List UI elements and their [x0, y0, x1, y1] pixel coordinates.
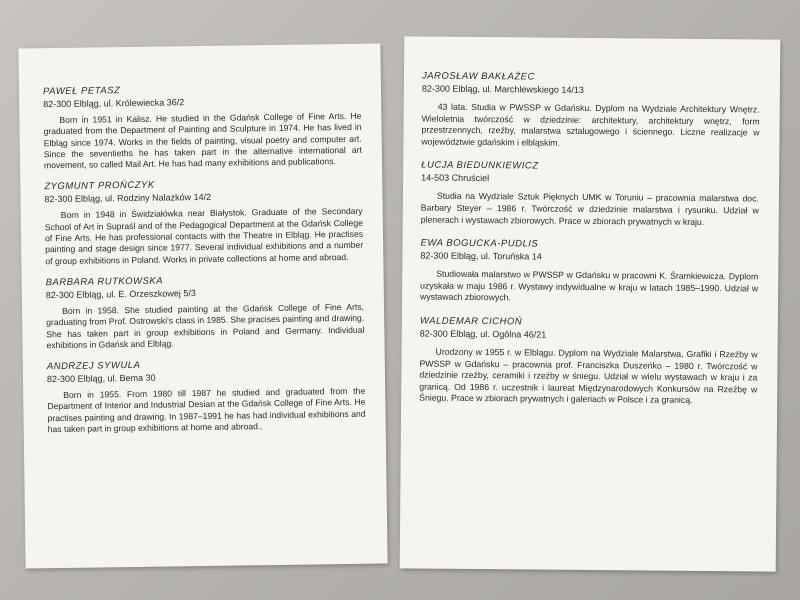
artist-entry	[46, 273, 365, 352]
left-catalog-page	[18, 43, 387, 568]
artist-bio: 43 lata. Studia w PWSSP w Gdańsku. Dyplom na Wydziale Architektury Wnętrz. Wieloletnia twórczość w dziedzinie: architektury, architektury wnętrz, form przestrzennych, rzeźby, malarstwa sztalugowego i ściennego. Liczne realizacje w województwie gdańskim i elbląskim.	[421, 101, 760, 148]
artist-address: 82-300 Elbląg, ul. E. Orzeszkowej 5/3	[45, 288, 196, 301]
artist-entry	[420, 238, 759, 307]
artist-entry	[43, 82, 362, 172]
artist-bio: Born in 1951 in Kalisz. He studied in the Gdańsk College of Fine Arts. He graduated from the Department of Painting and Sculpture in 1974. He has lived in Elbląg since 1974. Works in the fields of painting, visual poetry and computer art. Since the seventieths he has taken part in the alternative international art movement, so called Mail Art. He has had many exhibitions and publications.	[43, 110, 362, 171]
artist-name: ANDRZEJ SYWULA	[46, 360, 141, 373]
artist-address: 82-300 Elbląg, ul. Bema 30	[46, 372, 156, 385]
right-catalog-page	[400, 36, 781, 571]
artist-entry	[47, 357, 366, 436]
artist-bio: Studiowała malarstwo w PWSSP w Gdańsku w pracowni K. Śramkiewicza. Dyplom uzyskała w maju 1986 r. Wystawy indywidualne w kraju w latach 1985–1990. Udział w wystawach zbiorowych.	[420, 268, 759, 303]
artist-entry	[421, 160, 760, 229]
artist-bio: Born in 1948 in Świdziałówka near Białystok. Graduate of the Secondary School of Art in Supraśl and of the Pedagogical Department at the Gdańsk College of Fine Arts. He has professional contacts with the Theatre in Elbląg. He practises painting and stage design since 1977. Several individual exhibitions and a number of group exhibitions in Poland. Works in private collections at home and abroad.	[44, 206, 364, 266]
artist-bio: Urodzony w 1955 r. w Elblągu. Dyplom na Wydziale Malarstwa, Grafiki i Rzeźby w PWSSP w Gdańsku – pracownia prof. Franciszka Duszeńko – 1980 r. Twórczość w dziedzinie rzeźby, ceramiki i rzeźby w śniegu. Udział w wielu wystawach w kraju i za granicą. Od 1986 r. uczestnik i laureat Międzynarodowych Konkursów na Rzeźbę w Śniegu. Prace w zbiorach prywatnych i galeriach w Polsce i za granicą.	[419, 346, 758, 406]
artist-address: 82-300 Elbląg, ul. Marchlewskiego 14/13	[421, 83, 585, 95]
artist-name: ZYGMUNT PROŃCZYK	[44, 180, 155, 193]
artist-name: ŁUCJA BIEDUNKIEWICZ	[421, 159, 539, 172]
artist-bio: Studia na Wydziale Sztuk Pięknych UMK w Toruniu – pracownia malarstwa doc. Barbary Steyer – 1986 r. Twórczość w dziedzinie malarstwa i rysunku. Udział w plenerach i wystawach zbiorowych. Prace w zbiorach prywatnych w kraju.	[420, 191, 759, 227]
artist-name: PAWEŁ PETASZ	[42, 85, 121, 98]
artist-entry	[419, 315, 758, 407]
artist-name: BARBARA RUTKOWSKA	[45, 275, 164, 289]
artist-name: WALDEMAR CICHOŃ	[419, 315, 523, 328]
artist-name: EWA BOGUCKA-PUDLIS	[420, 237, 539, 250]
artist-address: 14-503 Chruściel	[421, 172, 490, 184]
artist-address: 82-300 Elbląg, ul. Królewiecka 36/2	[43, 97, 185, 110]
artist-bio: Born in 1958. She studied painting at the Gdańsk College of Fine Arts, graduating from Prof. Ostrowski's class in 1985. She pracises painting and drawing. She has taken part in group exhibitions in Poland and Germany. Individual exhibitions in Gdańsk and Elbląg.	[46, 301, 365, 351]
artist-entry	[421, 71, 760, 151]
artist-address: 82-300 Elbląg, ul. Rodziny Nalazków 14/2	[44, 192, 212, 205]
artist-name: JAROSŁAW BAKŁAŻEC	[421, 70, 535, 83]
artist-bio: Born in 1955. From 1980 till 1987 he studied and graduated from the Department of Interior and Industrial Desian at the Gdańsk College of Fine Arts. He practises painting and drawing. In 1987–1991 he has had individual exhibitions and has taken part in group exhibitions at home and abroad..	[47, 385, 366, 435]
artist-entry	[44, 177, 363, 267]
artist-address: 82-300 Elbląg, ul. Ogólna 46/21	[419, 328, 547, 340]
artist-address: 82-300 Elbląg, ul. Toruńska 14	[420, 250, 542, 262]
